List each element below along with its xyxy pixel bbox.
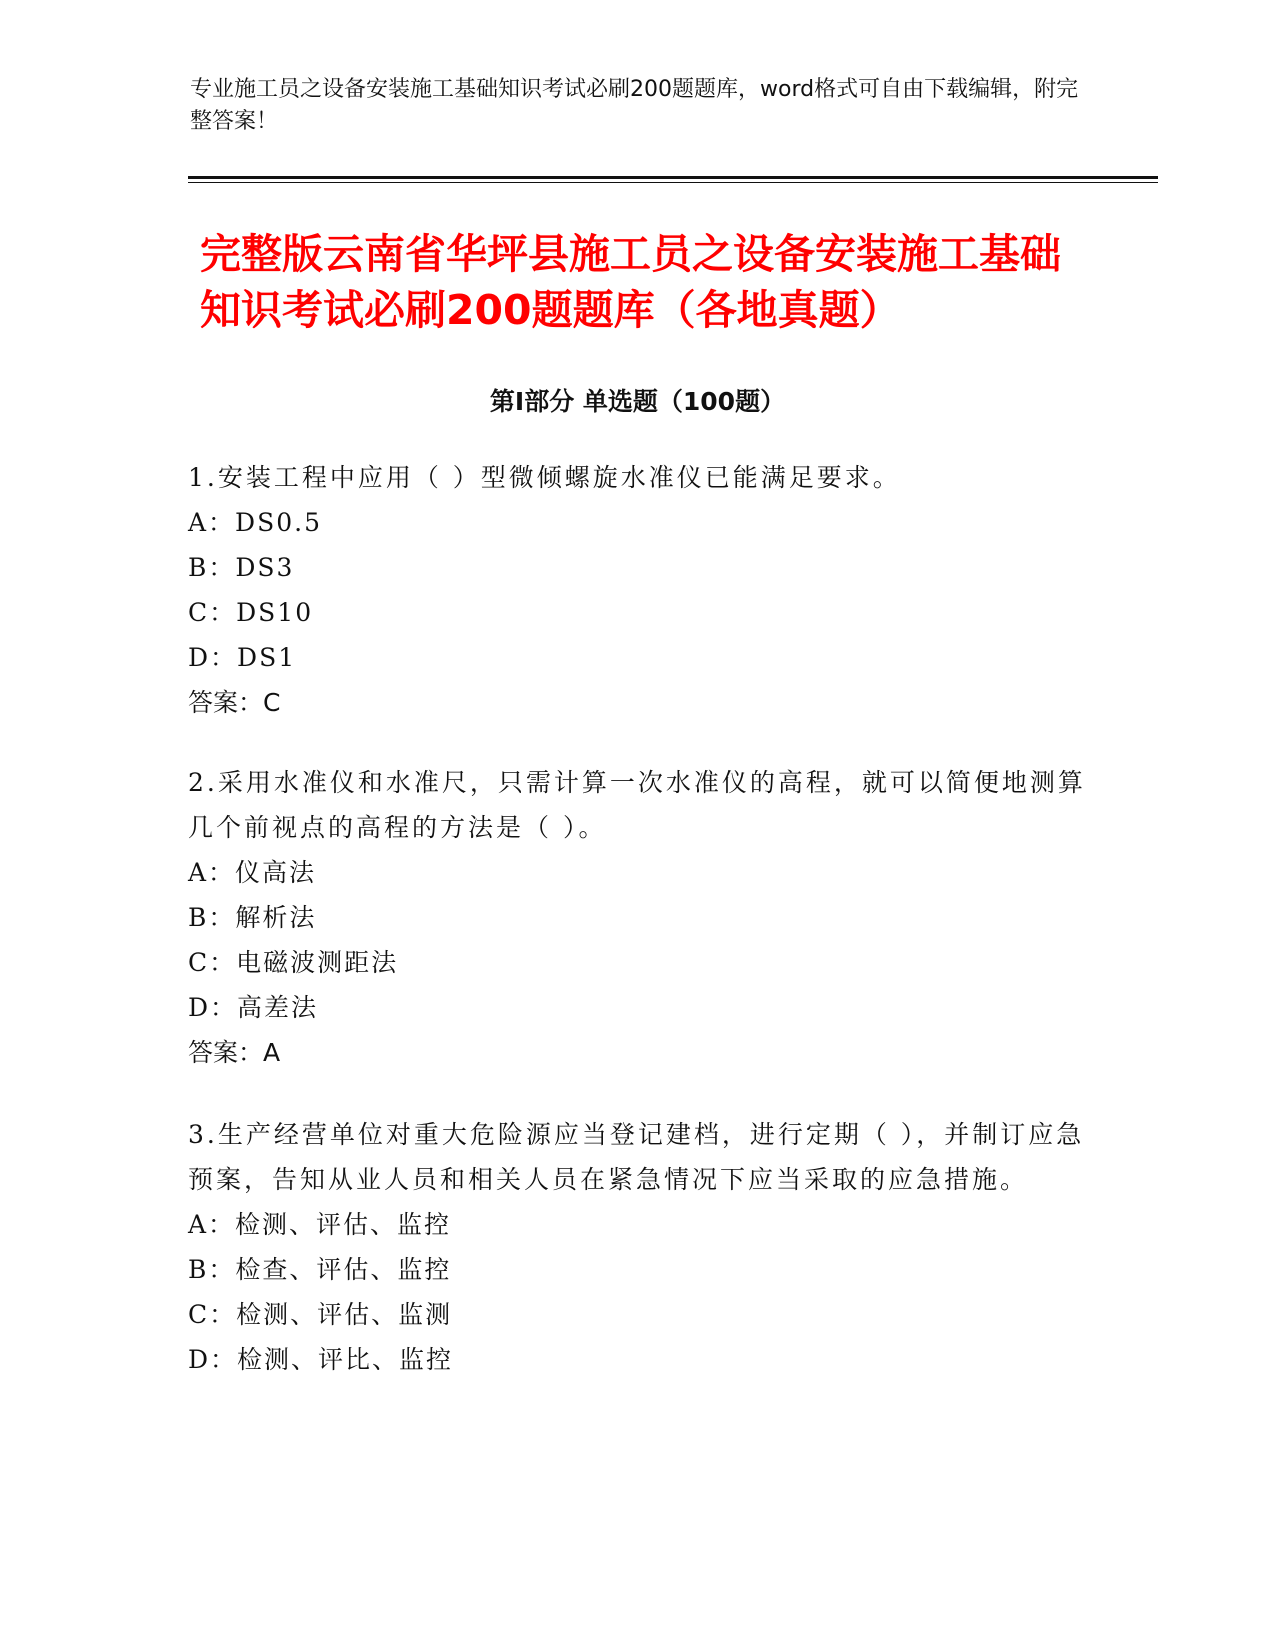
question-stem: 1.安装工程中应用（ ）型微倾螺旋水准仪已能满足要求。: [188, 463, 901, 492]
option-a: A：DS0.5: [188, 508, 322, 537]
option-a: A：检测、评估、监控: [188, 1210, 452, 1239]
question-1: [188, 455, 1088, 725]
option-b: B：DS3: [188, 553, 295, 582]
option-c: C：电磁波测距法: [188, 948, 399, 977]
section-title: 第Ⅰ部分 单选题（100题）: [489, 387, 786, 416]
option-b: B：检查、评估、监控: [188, 1255, 452, 1284]
answer-line: 答案：C: [188, 688, 281, 717]
question-2: [188, 760, 1088, 1075]
option-b: B：解析法: [188, 903, 317, 932]
option-d: D：检测、评比、监控: [188, 1345, 454, 1374]
header-rule-thin: [188, 182, 1158, 183]
option-d: D：高差法: [188, 993, 319, 1022]
option-d: D：DS1: [188, 643, 297, 672]
option-c: C：检测、评估、监测: [188, 1300, 453, 1329]
option-c: C：DS10: [188, 598, 314, 627]
header-rule: [188, 176, 1158, 179]
question-stem: 2.采用水准仪和水准尺，只需计算一次水准仪的高程，就可以简便地测算几个前视点的高程的方法是（ ）。: [188, 768, 1086, 842]
header-note: 专业施工员之设备安装施工基础知识考试必刷200题题库，word格式可自由下载编辑，附完整答案！: [190, 77, 1079, 134]
answer-line: 答案：A: [188, 1038, 281, 1067]
question-3: [188, 1112, 1088, 1382]
document-title: 完整版云南省华坪县施工员之设备安装施工基础知识考试必刷200题题库（各地真题）: [200, 230, 1061, 334]
question-stem: 3.生产经营单位对重大危险源应当登记建档，进行定期（ ），并制订应急预案，告知从业人员和相关人员在紧急情况下应当采取的应急措施。: [188, 1120, 1085, 1194]
option-a: A：仪高法: [188, 858, 317, 887]
